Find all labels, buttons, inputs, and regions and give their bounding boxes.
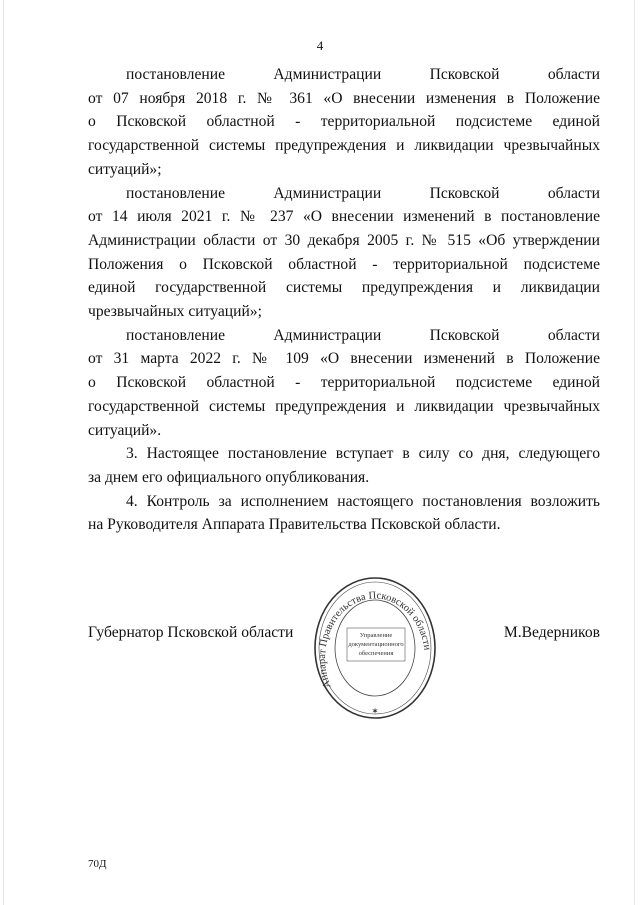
paragraph-line: на Руководителя Аппарата Правительства Псковской области. [88, 516, 501, 534]
scan-edge-right [634, 0, 635, 905]
official-stamp [311, 573, 439, 723]
signatory-name: М.Ведерников [503, 624, 600, 641]
paragraph-line: постановление Администрации Псковской области [126, 326, 600, 344]
paragraph-line: ситуаций». [88, 421, 162, 439]
paragraph [88, 182, 600, 324]
document-body [88, 63, 600, 537]
paragraph-line: чрезвычайных ситуаций»; [88, 303, 262, 321]
paragraph-line: от 14 июля 2021 г. № 237 «О внесении изменений в постановление [88, 208, 600, 226]
page-number: 4 [316, 38, 324, 53]
paragraph [88, 442, 600, 489]
stamp-inner-line: обеспечения [358, 650, 394, 657]
scan-edge-left [3, 0, 4, 905]
paragraph-line: о Псковской областной - территориальной подсистеме единой [88, 113, 600, 131]
paragraph-line: единой государственной системы предупреждения и ликвидации [88, 279, 600, 297]
paragraph-line: 4. Контроль за исполнением настоящего постановления возложить [126, 492, 600, 510]
paragraph-line: 3. Настоящее постановление вступает в силу со дня, следующего [126, 445, 600, 463]
paragraph [88, 490, 600, 537]
paragraph [88, 63, 600, 182]
stamp-inner-line: Управление [359, 632, 393, 639]
paragraph-line: государственной системы предупреждения и ликвидации чрезвычайных [88, 397, 600, 415]
paragraph-line: от 07 ноября 2018 г. № 361 «О внесении изменения в Положение [88, 89, 600, 107]
paragraph-line: государственной системы предупреждения и ликвидации чрезвычайных [88, 137, 600, 155]
paragraph-line: Администрации области от 30 декабря 2005 г. № 515 «Об утверждении [88, 231, 600, 249]
paragraph-line: Положения о Псковской областной - территориальной подсистеме [88, 255, 600, 273]
paragraph-line: от 31 марта 2022 г. № 109 «О внесении изменений в Положение [88, 350, 600, 368]
stamp-star-icon: ✶ [371, 706, 379, 716]
document-footer-code: 70Д [88, 858, 107, 870]
paragraph-line: о Псковской областной - территориальной подсистеме единой [88, 374, 600, 392]
stamp-inner-line: документационного [348, 641, 404, 648]
signatory-position: Губернатор Псковской области [88, 624, 294, 641]
paragraph-line: постановление Администрации Псковской области [126, 66, 600, 83]
paragraph-line: ситуаций»; [88, 160, 162, 178]
paragraph-line: постановление Администрации Псковской области [126, 184, 600, 202]
stamp-outer-text: Аппарат Правительства Псковской области [316, 590, 433, 690]
paragraph [88, 324, 600, 443]
paragraph-line: за днем его официального опубликования. [88, 468, 370, 486]
